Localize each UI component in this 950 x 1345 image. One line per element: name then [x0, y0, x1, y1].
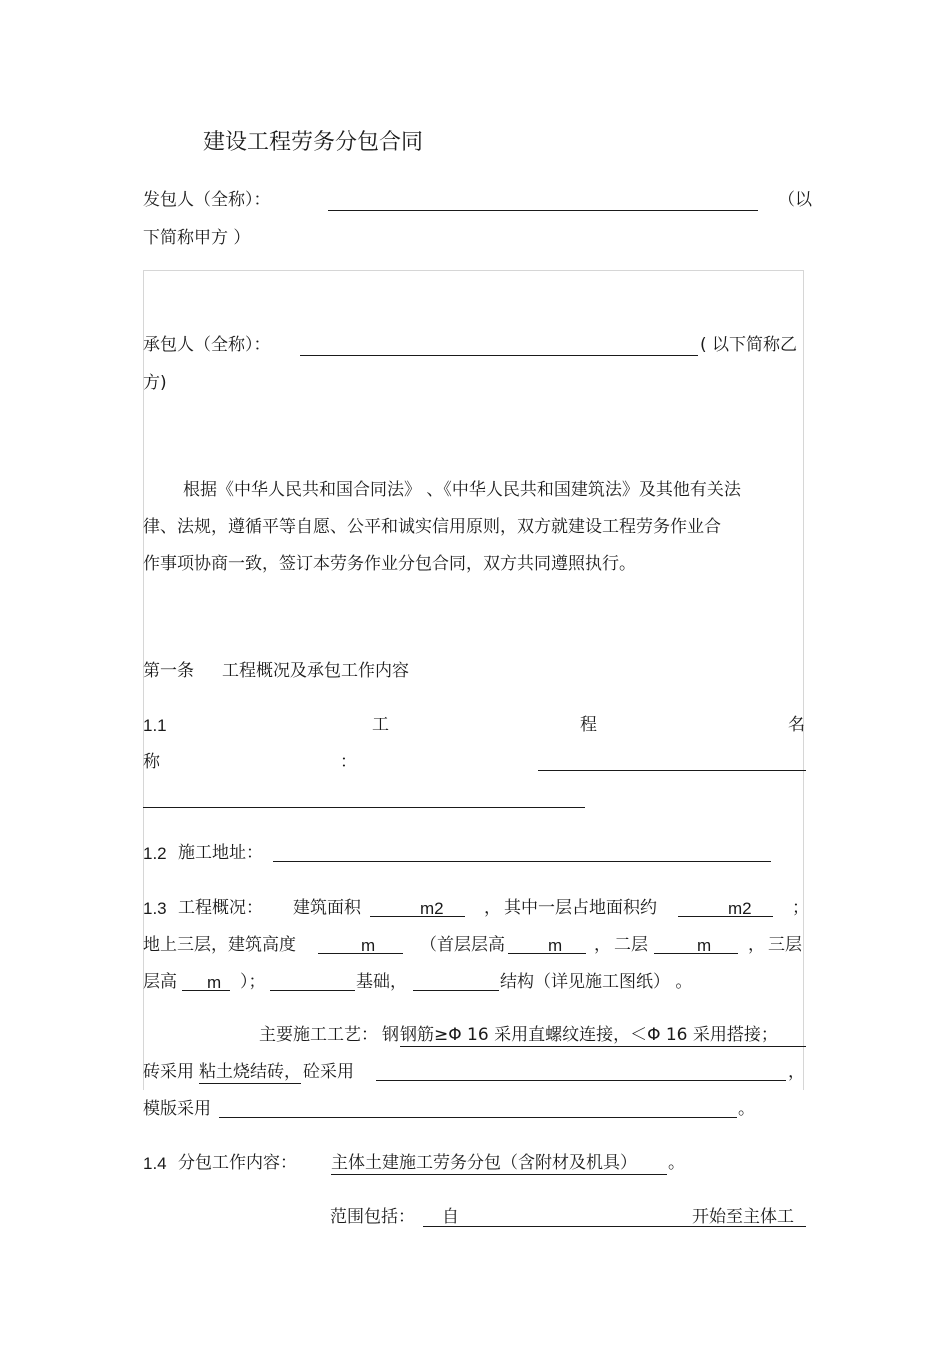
brick-label: 砖采用 — [143, 1062, 194, 1082]
process-steel-value[interactable] — [400, 1027, 806, 1047]
employer-label: 发包人（全称）： — [143, 190, 271, 210]
third-floor-label-2: 层高 — [143, 972, 177, 992]
preamble-line: 作事项协商一致，签订本劳务作业分包合同，双方共同遵照执行。 — [143, 554, 636, 574]
page-frame-right — [803, 270, 804, 1090]
work-content-label: 分包工作内容： — [178, 1153, 297, 1173]
second-floor-unit: m — [697, 936, 712, 955]
employer-name-blank[interactable] — [328, 210, 758, 211]
scope-from: 自 — [442, 1207, 459, 1227]
ground-area-label: 其中一层占地面积约 — [504, 898, 657, 918]
third-floor-unit: m — [207, 973, 222, 992]
punctuation: 。 — [738, 1099, 755, 1119]
punctuation: ）； — [240, 972, 266, 992]
process-steel-label: 钢 — [382, 1025, 399, 1045]
punctuation: ， — [748, 935, 765, 955]
work-content-value[interactable]: 主体土建施工劳务分包（含附材及机具） — [331, 1155, 667, 1175]
floor-area-unit: m2 — [420, 899, 444, 918]
formwork-blank[interactable] — [219, 1117, 737, 1118]
employer-suffix: （以 — [778, 190, 812, 210]
building-height-unit: m — [361, 936, 376, 955]
project-name-char: 程 — [580, 715, 597, 735]
article-heading: 工程概况及承包工作内容 — [222, 661, 409, 681]
third-floor-label: 三层 — [768, 935, 802, 955]
punctuation: ， — [484, 898, 501, 918]
concrete-label: 砼采用 — [303, 1062, 354, 1082]
foundation-blank[interactable] — [270, 990, 355, 991]
ground-area-blank[interactable] — [678, 916, 773, 917]
punctuation: ， — [594, 935, 611, 955]
contractor-label: 承包人（全称）： — [143, 335, 271, 355]
item-number: 1.1 — [143, 716, 167, 735]
first-floor-blank[interactable] — [508, 953, 586, 954]
floors-label: 地上三层，建筑高度 — [143, 935, 296, 955]
address-label: 施工地址： — [178, 843, 263, 863]
overview-label: 工程概况： — [178, 898, 263, 918]
contractor-name-blank[interactable] — [300, 355, 698, 356]
punctuation: ； — [792, 898, 809, 918]
structure-label: 结构（详见施工图纸） 。 — [500, 972, 693, 992]
second-floor-label: 二层 — [614, 935, 648, 955]
item-number: 1.3 — [143, 899, 167, 918]
project-name-char: 名 — [788, 715, 805, 735]
brick-value[interactable]: 粘土烧结砖， — [199, 1062, 301, 1082]
page-frame-top — [143, 270, 803, 271]
ground-area-unit: m2 — [728, 899, 752, 918]
third-floor-blank[interactable] — [182, 990, 230, 991]
item-number: 1.2 — [143, 844, 167, 863]
first-floor-unit: m — [548, 936, 563, 955]
preamble-line: 律、法规，遵循平等自愿、公平和诚实信用原则，双方就建设工程劳务作业合 — [143, 517, 721, 537]
project-name-char: 称 — [143, 752, 160, 772]
scope-to: 开始至主体工 — [692, 1207, 794, 1227]
formwork-label: 模版采用 — [143, 1099, 211, 1119]
process-steel-text: 钢筋≥Φ 16 采用直螺纹连接，＜Φ 16 采用搭接； — [400, 1025, 778, 1045]
project-name-colon: ： — [340, 752, 357, 772]
contractor-suffix: ( 以下简称乙 — [700, 335, 798, 355]
document-title: 建设工程劳务分包合同 — [203, 130, 424, 155]
article-number: 第一条 — [143, 661, 194, 681]
contractor-suffix-2: 方) — [143, 373, 167, 393]
process-label: 主要施工工艺： — [259, 1025, 378, 1045]
project-name-blank-2[interactable] — [143, 807, 585, 808]
address-blank[interactable] — [273, 861, 771, 862]
project-name-blank[interactable] — [538, 770, 806, 771]
scope-label: 范围包括： — [330, 1207, 415, 1227]
structure-blank[interactable] — [413, 990, 499, 991]
item-number: 1.4 — [143, 1154, 167, 1173]
second-floor-blank[interactable] — [654, 953, 738, 954]
foundation-label: 基础， — [356, 972, 407, 992]
preamble-line: 根据《中华人民共和国合同法》 、《中华人民共和国建筑法》及其他有关法 — [183, 480, 741, 500]
punctuation: ， — [788, 1062, 805, 1082]
employer-suffix-2: 下简称甲方 ） — [143, 228, 251, 248]
concrete-blank[interactable] — [376, 1080, 786, 1081]
floor-area-label: 建筑面积 — [293, 898, 361, 918]
floor-area-blank[interactable] — [370, 916, 465, 917]
project-name-char: 工 — [372, 715, 389, 735]
punctuation: 。 — [668, 1153, 685, 1173]
first-floor-label: （首层层高 — [420, 935, 505, 955]
